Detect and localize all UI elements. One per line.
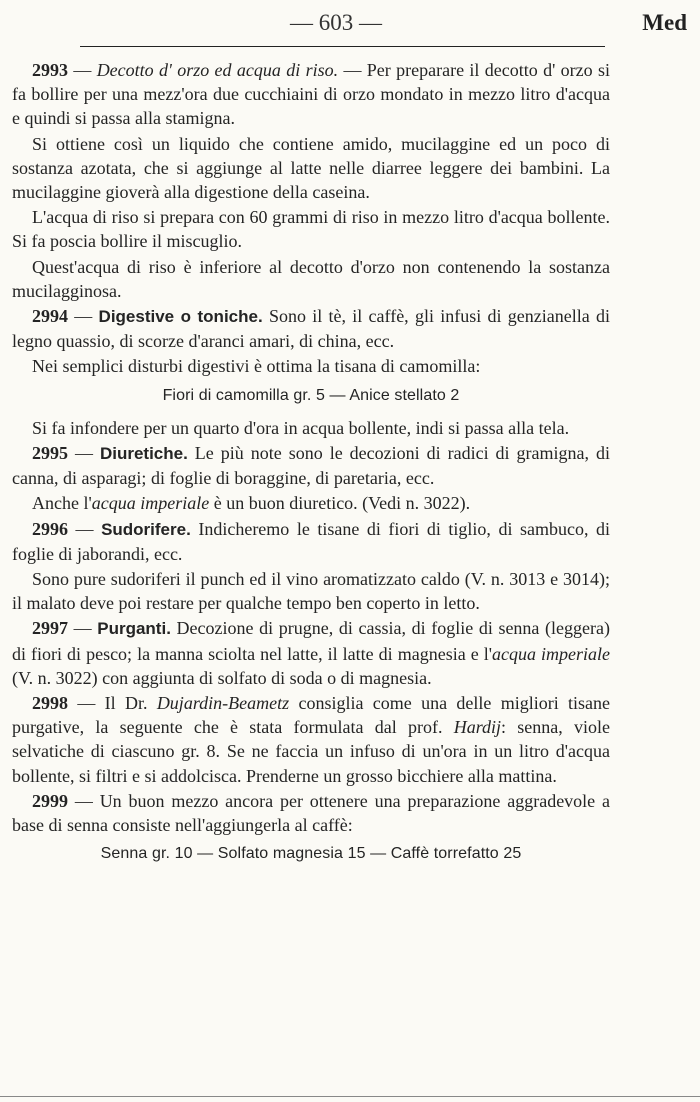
paragraph-imperial-water [12, 491, 610, 515]
entry-2999 [12, 789, 610, 837]
entry-title: Purganti. [97, 619, 171, 639]
entry-dash: — [68, 306, 99, 327]
page-header [0, 6, 700, 38]
paragraph-camomile: Nei semplici disturbi digestivi è ottima la tisana di camomilla: [32, 356, 481, 377]
entry-2995 [12, 441, 610, 490]
paragraph-rice-comparison: Quest'acqua di riso è inferiore al decotto d'orzo non contenendo la sostanza mucilagginosa. [12, 256, 610, 301]
page-number: — 603 — [290, 10, 382, 35]
paragraph-starch: Si ottiene così un liquido che contiene amido, mucilaggine ed un poco di sostanza azotata, che si aggiunge al latte nelle diarree leggere dei bambini. La mucilaggine gioverà alla digestione della caseina. [12, 133, 610, 203]
entry-dash: — [68, 443, 100, 464]
entry-body: Un buon mezzo ancora per ottenere una preparazione aggradevole a base di senna consiste nell'aggiungerla al caffè: [12, 790, 610, 836]
entry-dash: — [68, 618, 98, 639]
entry-number: 2998 [32, 693, 68, 714]
text-segment: è un buon diuretico. (Vedi n. 3022). [209, 493, 471, 514]
entry-body: consiglia come una delle migliori tisane purgative, la seguente che è stata formulata dal prof. [12, 693, 611, 738]
page-bottom-rule [0, 1096, 700, 1097]
entry-body: Le più note sono le decozioni di radici di gramigna, di canna, di asparagi; di foglie di boraggine, di paretaria, ecc. [12, 443, 610, 489]
professor-name: Hardij [453, 717, 502, 738]
italic-term: acqua imperiale [491, 643, 610, 664]
entry-2994 [12, 304, 610, 353]
entry-title: Sudorifere. [101, 519, 191, 539]
entry-2997 [12, 616, 610, 690]
entry-dash: — [68, 693, 105, 714]
page-content [12, 58, 610, 875]
entry-body: — Per preparare il decotto d' orzo si fa bollire per una mezz'ora due cucchiaini di orzo mondato in mezzo litro d'acqua e quindi si passa alla stamigna. [12, 60, 610, 129]
paragraph-infusion: Si fa infondere per un quarto d'ora in acqua bollente, indi si passa alla tela. [32, 417, 570, 438]
entry-dash: — [68, 790, 100, 811]
entry-number: 2996 [32, 518, 68, 539]
entry-2993 [12, 58, 610, 131]
entry-number: 2999 [32, 790, 68, 811]
paragraph-rice-water: L'acqua di riso si prepara con 60 grammi di riso in mezzo litro d'acqua bollente. Si fa poscia bollire il miscuglio. [12, 207, 610, 252]
entry-body: Sono il tè, il caffè, gli infusi di genzianella di legno quassio, di scorze d'aranci amari, di china, ecc. [12, 306, 611, 352]
entry-body-end: (V. n. 3022) con aggiunta di solfato di soda o di magnesia. [12, 667, 432, 688]
entry-number: 2994 [32, 306, 68, 327]
entry-2998 [12, 691, 610, 788]
running-head: Med [642, 10, 687, 35]
entry-2996 [12, 517, 610, 566]
entry-body: Decozione di prugne, di cassia, di foglie di senna (leggera) di fiori di pesco; la manna sciolta nel latte, il latte di magnesia e l' [12, 618, 611, 664]
text-segment: Anche l' [32, 493, 92, 514]
entry-body-end: : senna, viole selvatiche di ciascuno gr. 8. Se ne faccia un infuso di un'ora in un litro d'acqua bollente, si filtri e si addolcisca. Prenderne un grosso bicchiere alla mattina. [12, 717, 611, 786]
formula-senna: Senna gr. 10 — Solfato magnesia 15 — Caffè torrefatto 25 [100, 845, 522, 863]
entry-number: 2995 [32, 443, 68, 464]
entry-body: Il Dr. [104, 693, 157, 714]
paragraph-sudorifics: Sono pure sudoriferi il punch ed il vino aromatizzato caldo (V. n. 3013 e 3014); il malato deve poi restare per qualche tempo ben coperto in letto. [12, 569, 610, 614]
author-name: Dujardin-Beametz [156, 693, 290, 714]
entry-dash: — [68, 518, 102, 539]
italic-term: acqua imperiale [91, 493, 210, 514]
entry-title: Diuretiche. [99, 444, 188, 464]
formula-camomile: Fiori di camomilla gr. 5 — Anice stellato 2 [162, 386, 460, 404]
entry-dash: — [68, 60, 97, 80]
entry-number: 2997 [32, 618, 68, 639]
entry-body: Indicheremo le tisane di fiori di tiglio, di sambuco, di foglie di jaborandi, ecc. [12, 518, 611, 564]
entry-title: Digestive o toniche. [98, 307, 263, 327]
entry-number: 2993 [32, 60, 68, 80]
header-rule [80, 46, 605, 47]
entry-title: Decotto d' orzo ed acqua di riso. [96, 60, 339, 80]
